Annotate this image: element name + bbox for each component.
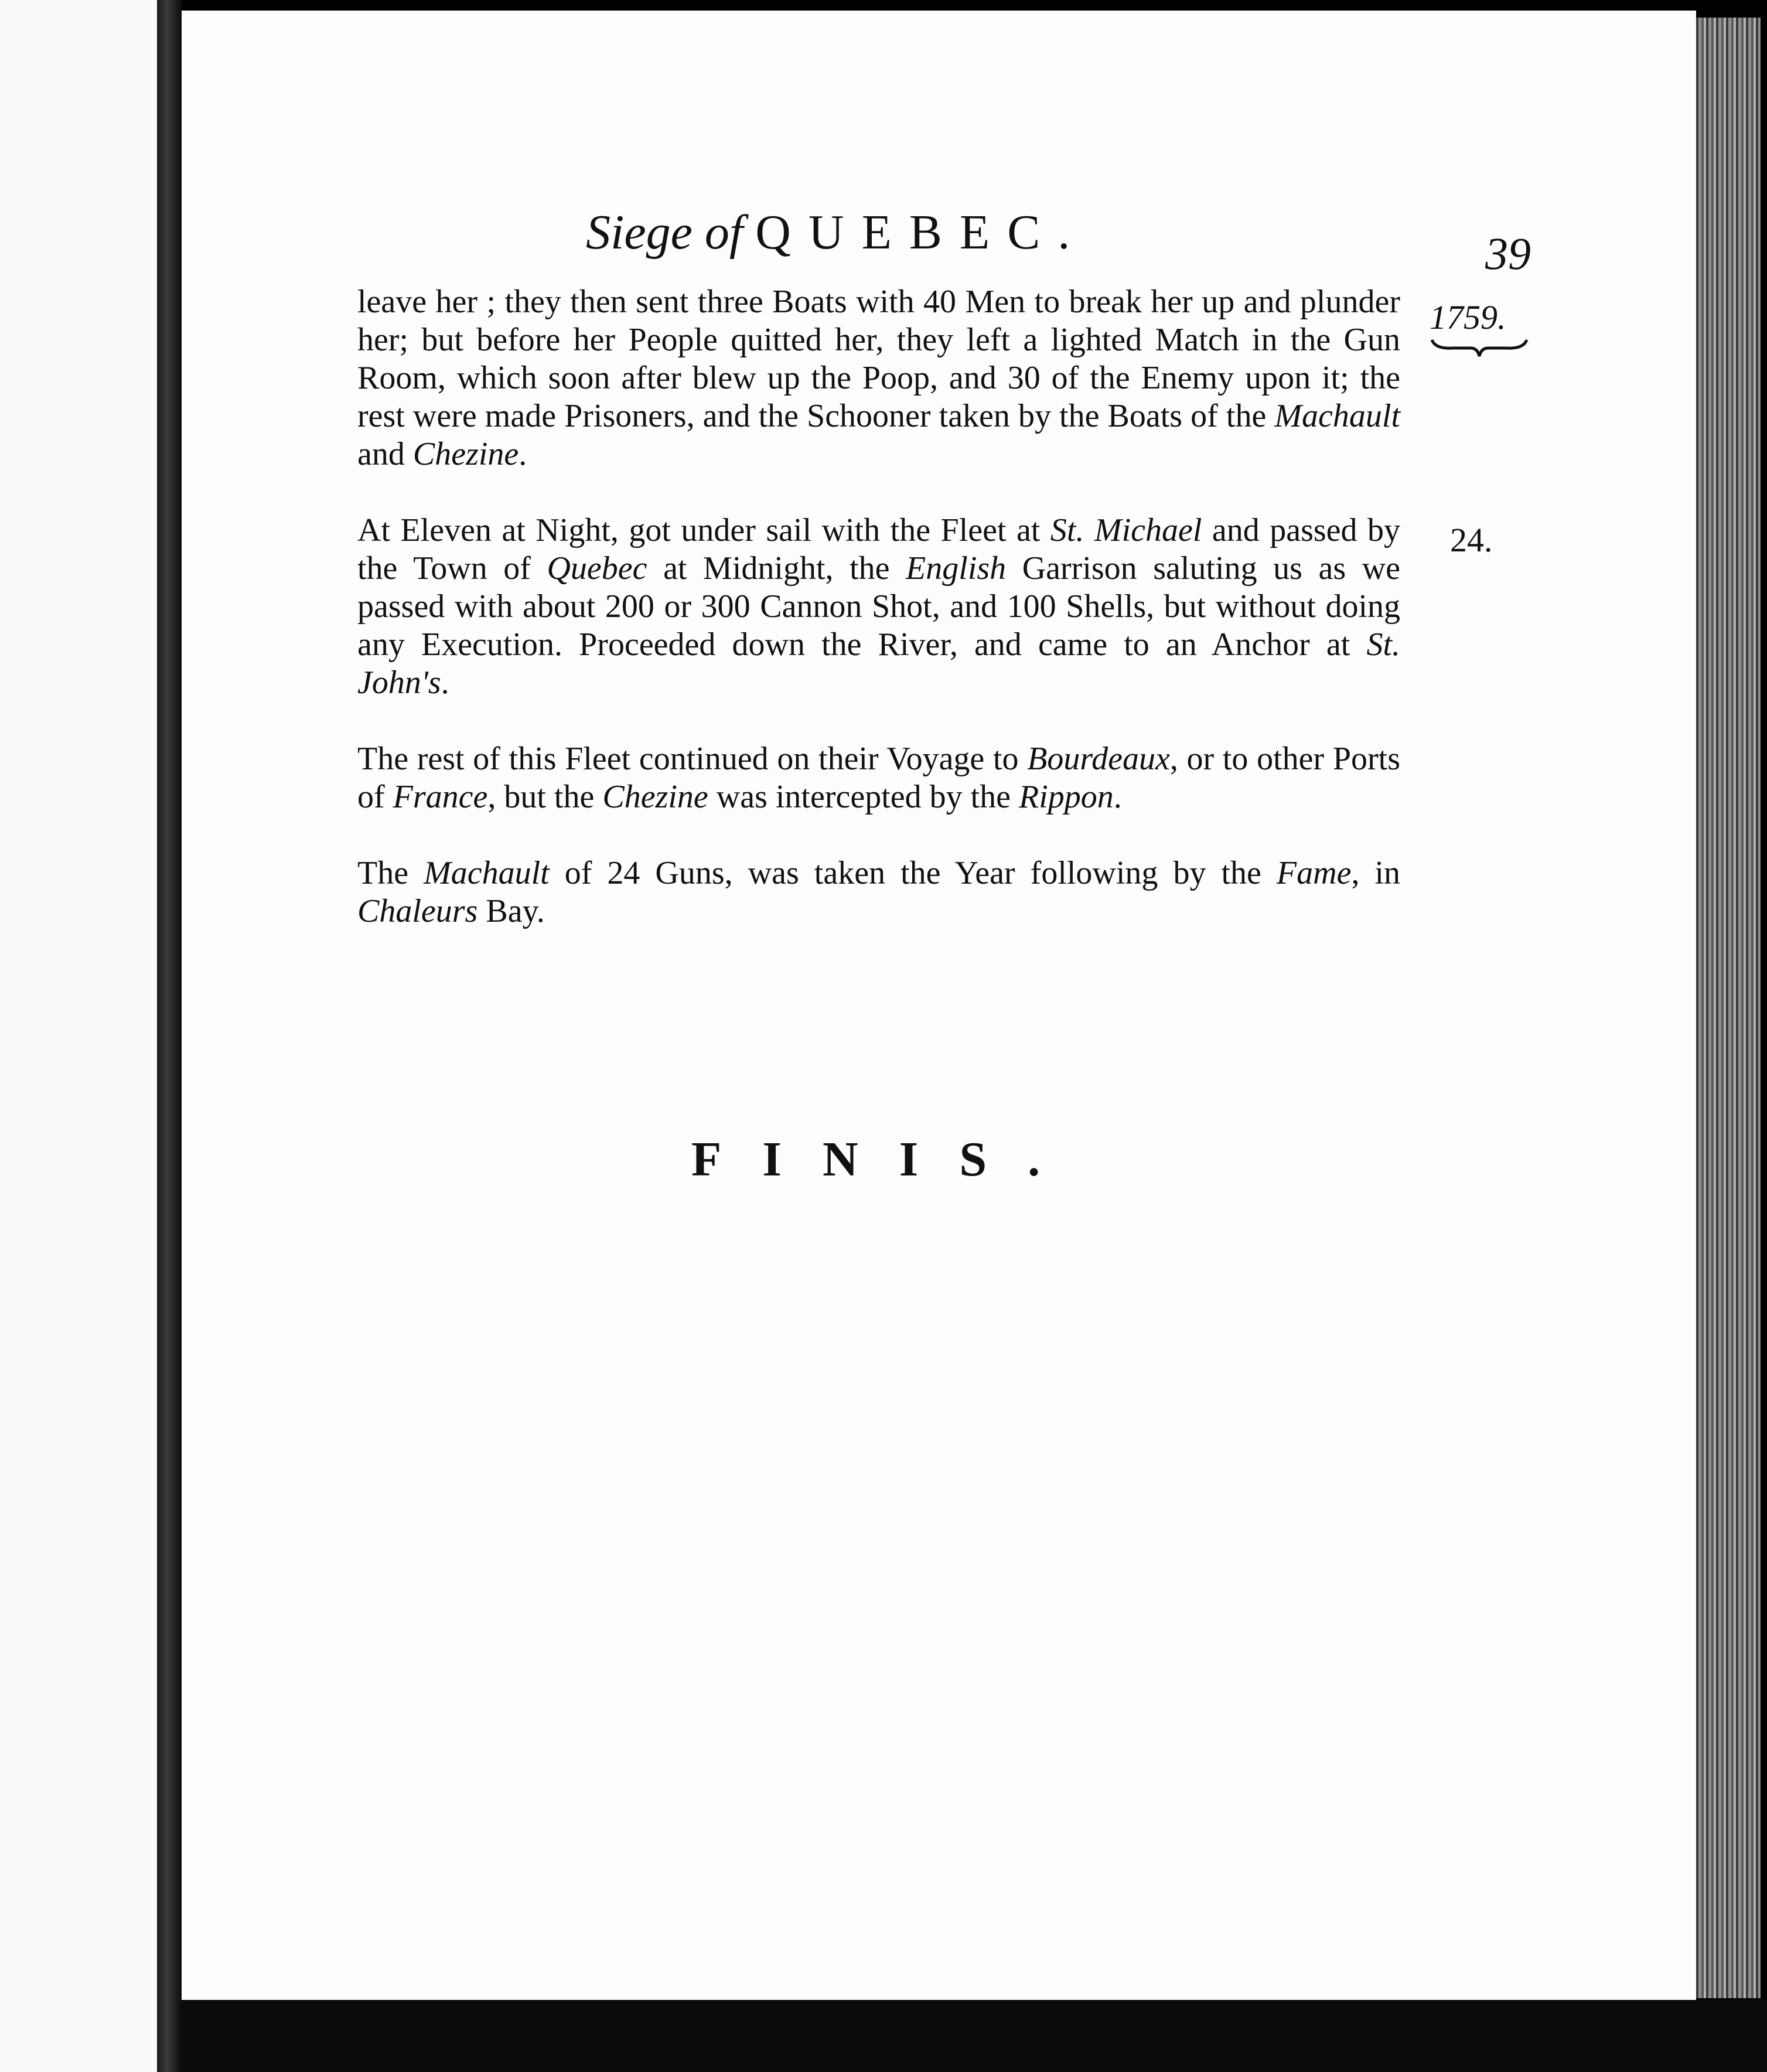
italic-run: English	[906, 550, 1007, 587]
italic-run: Machault	[1274, 398, 1400, 434]
facing-page	[0, 0, 157, 2072]
text-run: The	[357, 855, 424, 891]
italic-run: Chezine	[412, 436, 519, 472]
italic-run: St. Michael	[1050, 512, 1202, 548]
finis-heading: FINIS.	[691, 1132, 1082, 1187]
italic-run: Chezine	[602, 779, 708, 815]
italic-run: France	[393, 779, 488, 815]
text-run: , in	[1351, 855, 1401, 891]
paragraph-4	[357, 854, 1400, 931]
text-run: , or to other Ports of	[357, 741, 1400, 815]
margin-year: 1759.	[1430, 298, 1506, 336]
running-head-caps: QUEBEC.	[755, 205, 1088, 260]
text-run: and passed by the Town of	[357, 512, 1400, 587]
italic-run: Rippon	[1019, 779, 1114, 815]
book-spine	[157, 0, 182, 2072]
text-run: Garrison saluting us as we passed with about 200 or 300 Cannon Shot, and 100 Shells, but without doing any Execution. Proceeded down the River, and came to an Anchor at	[357, 550, 1400, 663]
text-run: The rest of this Fleet continued on their Voyage to	[357, 741, 1028, 777]
text-run: , but the	[487, 779, 603, 815]
page-edges	[1696, 18, 1761, 1998]
italic-run: Bourdeaux	[1027, 741, 1170, 777]
text-run: Bay.	[477, 893, 545, 929]
italic-run: Fame	[1276, 855, 1352, 891]
brace-icon	[1430, 336, 1529, 360]
page-number: 39	[1485, 228, 1531, 279]
italic-run: Chaleurs	[357, 893, 478, 929]
scan-border	[182, 2000, 1767, 2072]
italic-run: Machault	[424, 855, 550, 891]
text-run: was intercepted by the	[708, 779, 1019, 815]
paragraph-1	[357, 283, 1400, 473]
paragraph-2	[357, 512, 1400, 702]
text-run: of 24 Guns, was taken the Year following by the	[549, 855, 1277, 891]
book-page	[182, 11, 1696, 2000]
text-run: leave her ; they then sent three Boats with 40 Men to break her up and plunder her; but before her People quitted her, they left a lighted Match in the Gun Room, which soon after blew up the Poop, and 30 of the Enemy upon it; the rest were made Prisoners, and the Schooner taken by the Boats of the	[357, 284, 1400, 434]
margin-date: 24.	[1450, 521, 1493, 559]
text-run: .	[441, 664, 449, 701]
text-run: at Midnight, the	[647, 550, 906, 587]
text-run: and	[357, 436, 413, 472]
running-head	[586, 204, 1087, 261]
running-head-italic: Siege of	[586, 205, 743, 260]
text-run: .	[1113, 779, 1122, 815]
text-run: .	[518, 436, 527, 472]
paragraph-3	[357, 740, 1400, 816]
italic-run: St. John's	[357, 626, 1400, 701]
italic-run: Quebec	[547, 550, 647, 587]
text-run: At Eleven at Night, got under sail with the Fleet at	[357, 512, 1050, 548]
